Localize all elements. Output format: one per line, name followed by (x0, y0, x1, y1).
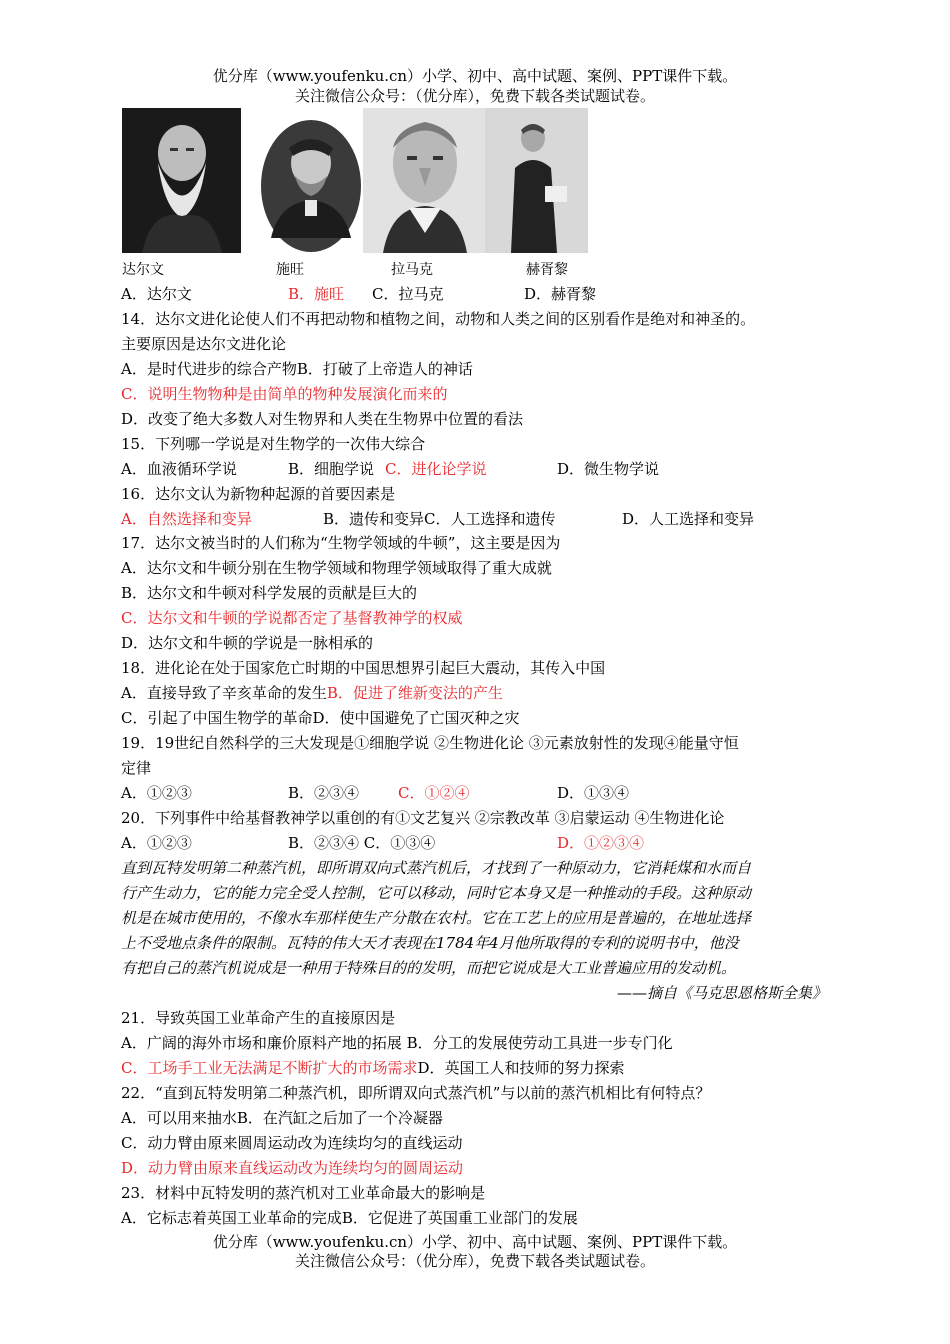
passage-line-5: 有把自己的蒸汽机说成是一种用于特殊目的的发明，而把它说成是大工业普遍应用的发动机。 (121, 959, 737, 977)
q18-stem: 18．进化论在处于国家危亡时期的中国思想界引起巨大震动，其传入中国 (121, 659, 606, 677)
footer-line-2: 关注微信公众号：（优分库），免费下载各类试题试卷。 (294, 1252, 655, 1270)
portrait-lamarck (363, 108, 485, 253)
q14-stem-line-2: 主要原因是达尔文进化论 (121, 335, 287, 353)
q14-option-d: D．改变了绝大多数人对生物界和人类在生物界中位置的看法 (121, 410, 524, 428)
q16-options-bc: B．遗传和变异C．人工选择和遗传 (323, 510, 556, 528)
passage-line-1: 直到瓦特发明第二种蒸汽机，即所谓双向式蒸汽机后，才找到了一种原动力，它消耗煤和水而自 (121, 859, 752, 877)
q19-options (121, 783, 629, 803)
q15-option-d: D．微生物学说 (557, 460, 660, 478)
q19-option-a: A．①②③ (121, 784, 192, 802)
q20-options-bc: B．②③④ C．①③④ (288, 834, 436, 852)
q15-option-b: B．细胞学说 (288, 460, 375, 478)
q14-option-c: C．说明生物物种是由简单的物种发展演化而来的 (121, 385, 448, 403)
q18-option-a: A．直接导致了辛亥革命的发生 (121, 684, 327, 702)
q15-option-a: A．血液循环学说 (121, 460, 237, 478)
passage-line-2: 行产生动力，它的能力完全受人控制，它可以移动，同时它本身又是一种推动的手段。这种原动 (121, 884, 752, 902)
q13-option-c: C．拉马克 (372, 285, 444, 303)
q13-options (121, 284, 596, 304)
q16-options (121, 509, 754, 529)
q21-options-cd (121, 1058, 625, 1078)
q23-stem: 23．材料中瓦特发明的蒸汽机对工业革命最大的影响是 (121, 1184, 486, 1202)
q22-option-d: D．动力臂由原来直线运动改为连续均匀的圆周运动 (121, 1159, 464, 1177)
portrait-huxley (485, 108, 588, 253)
q21-options-ab: A．广阔的海外市场和廉价原料产地的拓展 B．分工的发展使劳动工具进一步专门化 (121, 1034, 673, 1052)
q15-options (121, 459, 659, 479)
passage-source: ——摘自《马克思恩格斯全集》 (616, 984, 827, 1002)
q19-stem-line-1: 19．19世纪自然科学的三大发现是①细胞学说 ②生物进化论 ③元素放射性的发现④能量守恒 (121, 734, 739, 752)
q16-option-d: D．人工选择和变异 (622, 510, 755, 528)
q17-option-a: A．达尔文和牛顿分别在生物学领域和物理学领域取得了重大成就 (121, 559, 552, 577)
q20-option-d: D．①②③④ (557, 834, 645, 852)
q13-option-b: B．施旺 (288, 285, 345, 303)
q21-option-d: D．英国工人和技师的努力探索 (417, 1059, 625, 1077)
footer-line-1: 优分库（www.youfenku.cn）小学、初中、高中试题、案例、PPT课件下载。 (212, 1233, 738, 1251)
portrait-darwin (122, 108, 241, 253)
q17-stem: 17．达尔文被当时的人们称为“生物学领域的牛顿”，这主要是因为 (121, 534, 561, 552)
q14-options-ab: A．是时代进步的综合产物B．打破了上帝造人的神话 (121, 360, 473, 378)
q22-stem: 22．“直到瓦特发明第二种蒸汽机，即所谓双向式蒸汽机”与以前的蒸汽机相比有何特点？ (121, 1084, 711, 1102)
q17-option-d: D．达尔文和牛顿的学说是一脉相承的 (121, 634, 374, 652)
q21-stem: 21．导致英国工业革命产生的直接原因是 (121, 1009, 396, 1027)
q15-option-c: C．进化论学说 (385, 460, 487, 478)
q23-options-ab: A．它标志着英国工业革命的完成B．它促进了英国重工业部门的发展 (121, 1209, 578, 1227)
q19-option-d: D．①③④ (557, 784, 630, 802)
q17-option-b: B．达尔文和牛顿对科学发展的贡献是巨大的 (121, 584, 418, 602)
q20-options (121, 833, 644, 853)
q19-stem-line-2: 定律 (121, 759, 152, 777)
q20-stem: 20．下列事件中给基督教神学以重创的有①文艺复兴 ②宗教改革 ③启蒙运动 ④生物进化论 (121, 809, 725, 827)
caption-schwann: 施旺 (276, 262, 304, 278)
q21-option-c: C．工场手工业无法满足不断扩大的市场需求 (121, 1059, 418, 1077)
q19-option-c: C．①②④ (398, 784, 470, 802)
header-line-1: 优分库（www.youfenku.cn）小学、初中、高中试题、案例、PPT课件下载。 (212, 67, 738, 85)
q17-option-c: C．达尔文和牛顿的学说都否定了基督教神学的权威 (121, 609, 463, 627)
q16-option-a: A．自然选择和变异 (121, 510, 252, 528)
caption-darwin: 达尔文 (122, 262, 164, 278)
q20-option-a: A．①②③ (121, 834, 192, 852)
q19-option-b: B．②③④ (288, 784, 360, 802)
header-line-2: 关注微信公众号：（优分库），免费下载各类试题试卷。 (294, 87, 655, 105)
q13-option-a: A．达尔文 (121, 285, 192, 303)
q18-options-cd: C．引起了中国生物学的革命D．使中国避免了亡国灭种之灾 (121, 709, 520, 727)
q15-stem: 15．下列哪一学说是对生物学的一次伟大综合 (121, 435, 426, 453)
caption-lamarck: 拉马克 (391, 262, 433, 278)
q14-stem-line-1: 14．达尔文进化论使人们不再把动物和植物之间，动物和人类之间的区别看作是绝对和神圣的。 (121, 310, 756, 328)
q22-options-ab: A．可以用来抽水B．在汽缸之后加了一个冷凝器 (121, 1109, 443, 1127)
q18-options-ab (121, 683, 503, 703)
q16-stem: 16．达尔文认为新物种起源的首要因素是 (121, 485, 396, 503)
q13-option-d: D．赫胥黎 (524, 285, 597, 303)
q18-option-b: B．促进了维新变法的产生 (326, 684, 503, 702)
caption-huxley: 赫胥黎 (526, 262, 568, 278)
q22-option-c: C．动力臂由原来圆周运动改为连续均匀的直线运动 (121, 1134, 463, 1152)
passage-line-4: 上不受地点条件的限制。瓦特的伟大天才表现在1784年4月他所取得的专利的说明书中，他没 (121, 934, 739, 952)
passage-line-3: 机是在城市使用的，不像水车那样使生产分散在农村。它在工艺上的应用是普遍的，在地址选择 (121, 909, 752, 927)
portrait-schwann (259, 108, 363, 253)
